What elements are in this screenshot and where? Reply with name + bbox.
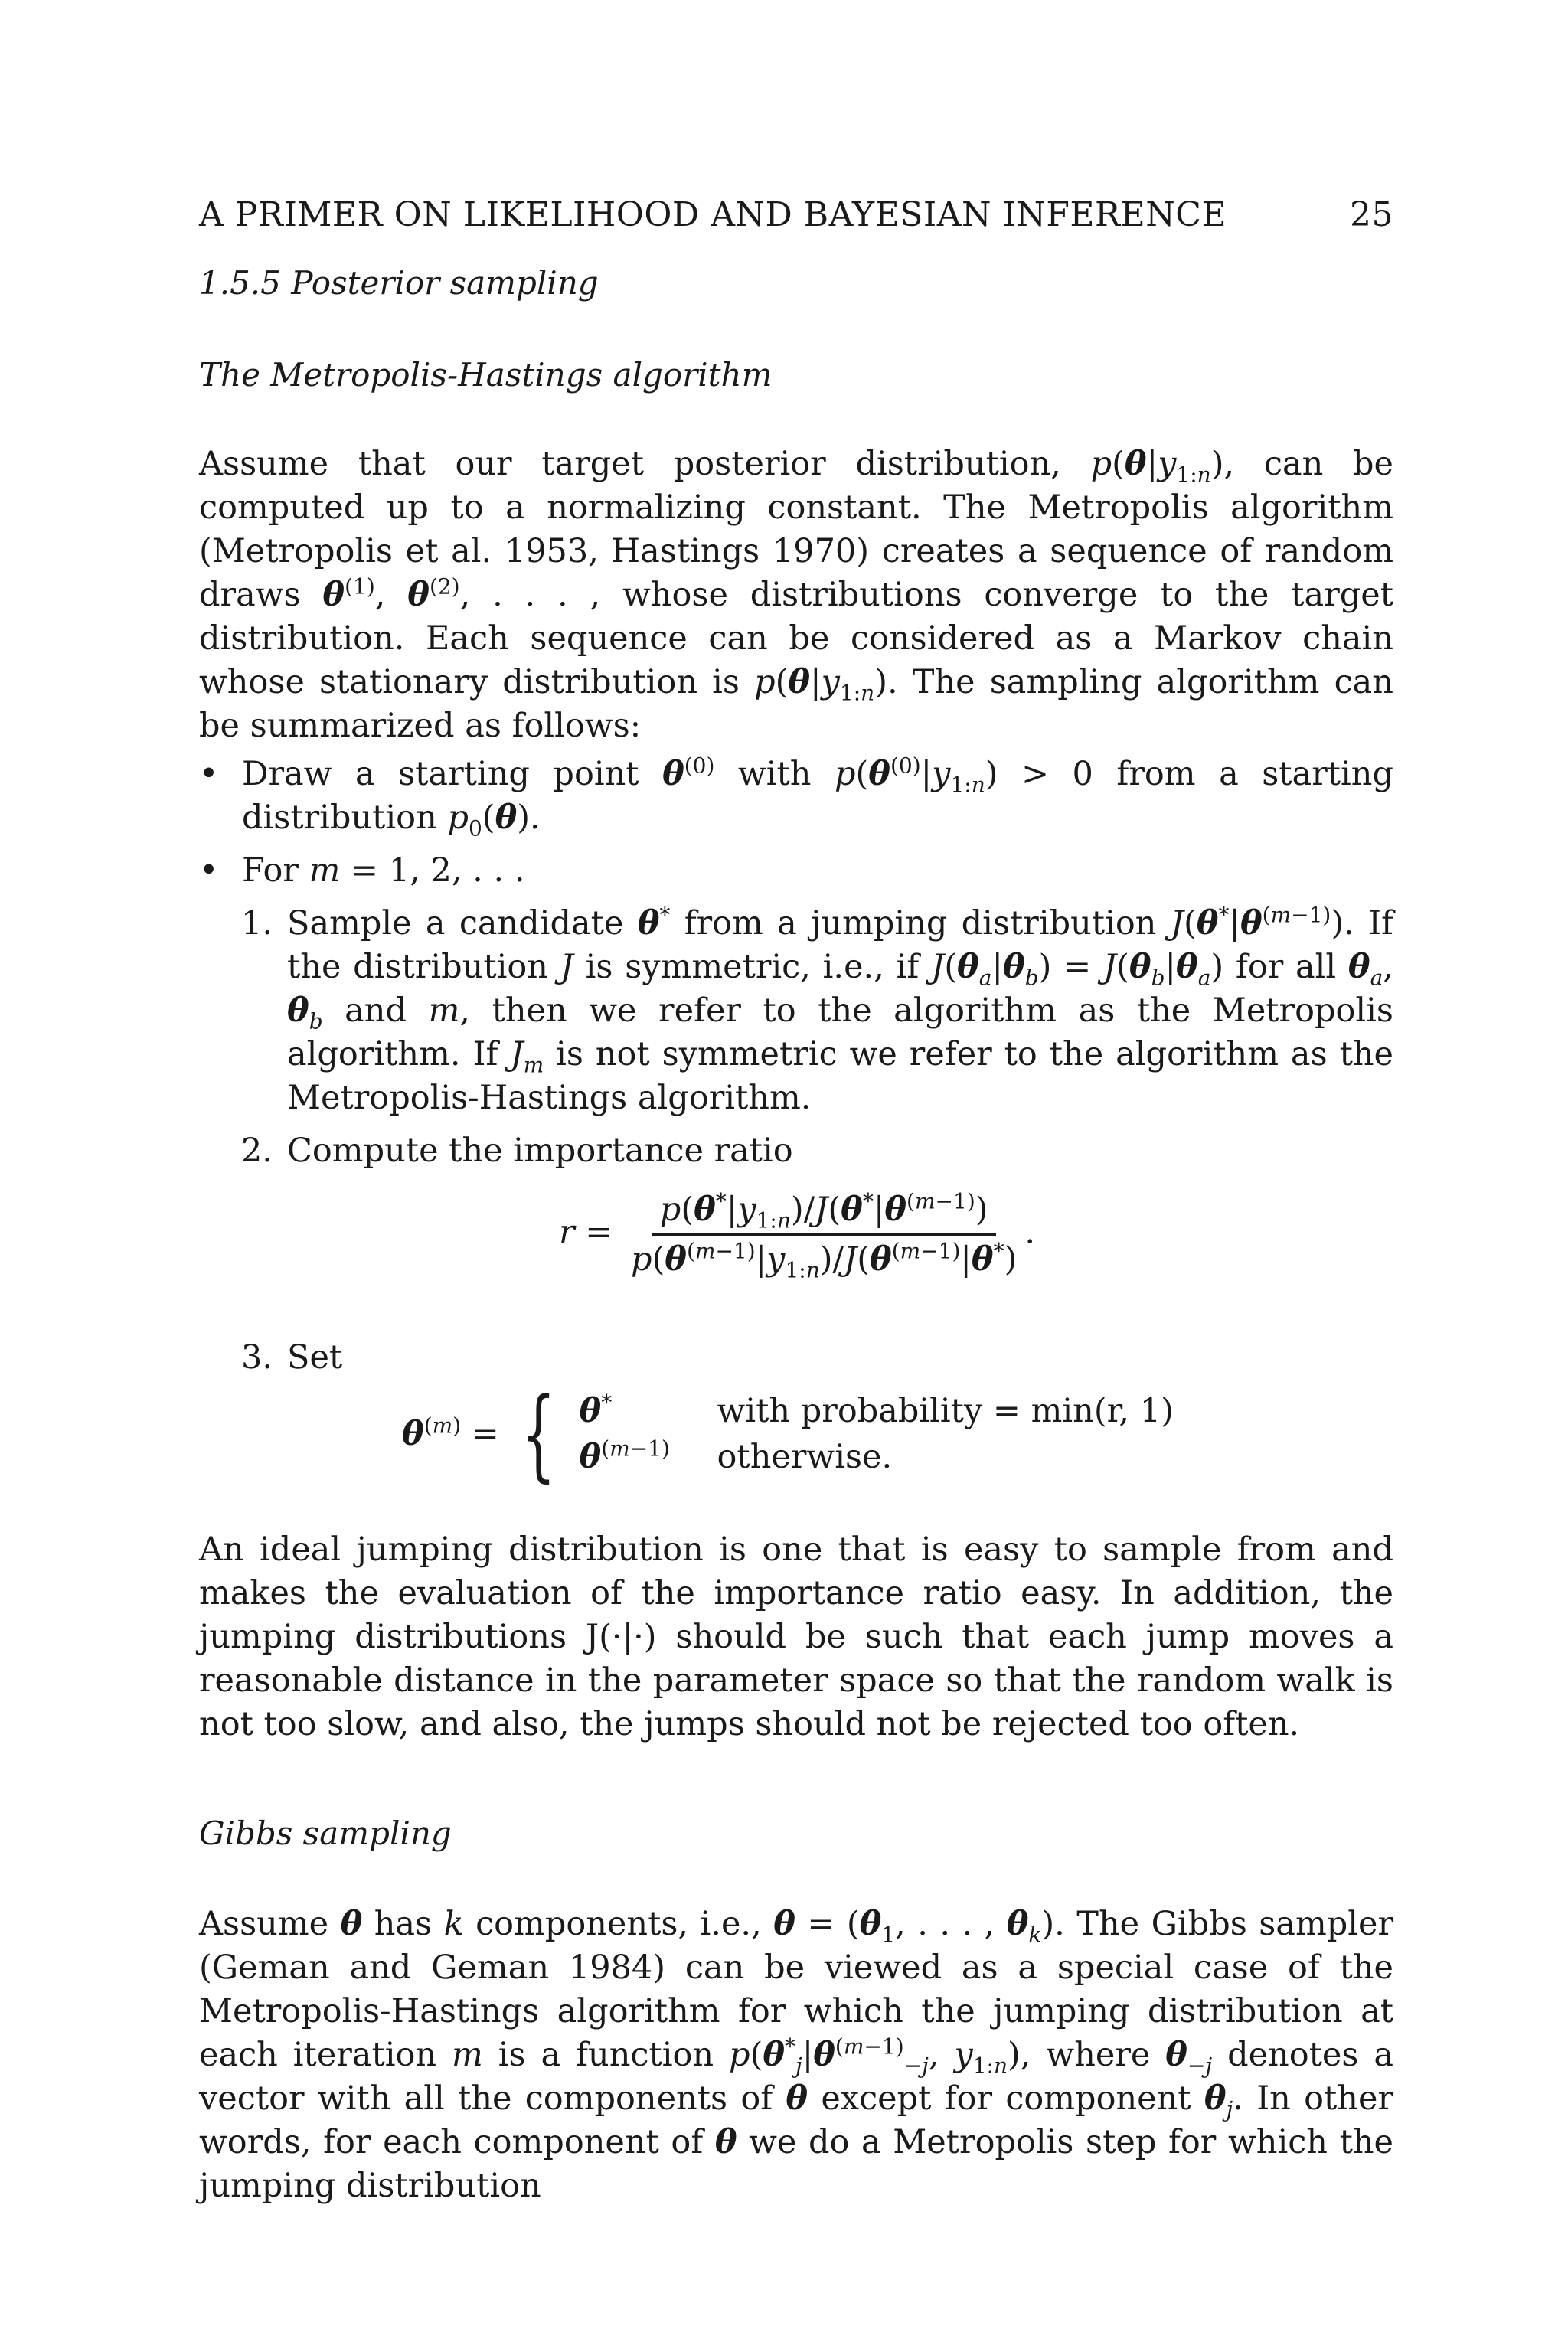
importance-ratio-equation: r = $\frac{p(\theta^*|y_{1:n})/J(\theta^*|\theta^{(m-1)})}{p(\theta^{(m-1)}|y_{1:n})/J(\theta^{(m-1)}|\theta^*)}$ . bbox=[559, 1188, 1036, 1283]
paragraph-jumping: An ideal jumping distribution is one that is easy to sample from and makes the evaluation of the importance ratio easy. In addition, the jumping distributions J(·|·) should be such that each jump moves a reasonable distance in the parameter space so that the random walk is not too slow, and also, the jumps should not be rejected too often. bbox=[199, 1530, 1393, 1743]
subsection-heading-gibbs: Gibbs sampling bbox=[199, 1815, 452, 1852]
subsection-heading-mh: The Metropolis-Hastings algorithm bbox=[199, 356, 773, 394]
paragraph-gibbs: Assume θ has k components, i.e., $\theta = (\theta_1$, . . . , $\theta_k$). The Gibbs sampler (Geman and Geman 1984) can be viewed as a special case of the Metropolis-Hastings algorithm for which the jumping distribution at each iteration m is a function $p(\theta^*_j|\theta^{(m-1)}_{-j}$, $y_{1:n}$), where $\theta_{-j}$ denotes a vector with all the components of θ except for component $\theta_j$. In other words, for each component of θ we do a Metropolis step for which the jumping distribution bbox=[199, 1905, 1394, 2205]
step-3: 3. Set bbox=[241, 1338, 343, 1377]
running-header bbox=[199, 195, 1393, 234]
list-item: • Draw a starting point $\theta^{(0)}$ with $p(\theta^{(0)}|y_{1:n}) > 0$ from a starting distribution $p_0(\theta)$. bbox=[199, 753, 1393, 841]
running-title: A PRIMER ON LIKELIHOOD AND BAYESIAN INFERENCE bbox=[199, 195, 1227, 234]
set-theta-equation: $\theta^{(m)}$ = { θ* with probability = min(r, 1) $\theta^{(m-1)}$ otherwise. bbox=[402, 1376, 1174, 1492]
step-2: 2. Compute the importance ratio bbox=[241, 1132, 793, 1170]
fraction: $\frac{p(\theta^*|y_{1:n})/J(\theta^*|\theta^{(m-1)})}{p(\theta^{(m-1)}|y_{1:n})/J(\theta^{(m-1)}|\theta^*)}$ bbox=[630, 1188, 1018, 1283]
section-heading: 1.5.5 Posterior sampling bbox=[199, 264, 599, 302]
algorithm-list bbox=[199, 753, 1393, 1173]
page-number: 25 bbox=[1350, 195, 1393, 234]
paragraph-intro: Assume that our target posterior distribution, $p(\theta|y_{1:n})$, can be computed up to a normalizing constant. The Metropolis algorithm (Metropolis et al. 1953, Hastings 1970) creates a sequence of random draws $\theta^{(1)}$, $\theta^{(2)}$, . . . , whose distributions converge to the target distribution. Each sequence can be considered as a Markov chain whose stationary distribution is $p(\theta|y_{1:n})$. The sampling algorithm can be summarized as follows: bbox=[199, 445, 1393, 745]
page bbox=[199, 0, 1393, 2352]
list-item: • For m = 1, 2, . . . bbox=[199, 851, 525, 890]
step-1: 1. Sample a candidate θ* from a jumping distribution $J(\theta^*|\theta^{(m-1)})$. If the distribution J is symmetric, i.e., if $J(\theta_a|\theta_b) = J(\theta_b|\theta_a)$ for all $\theta_a$, $\theta_b$ and m, then we refer to the algorithm as the Metropolis algorithm. If $J_m$ is not symmetric we refer to the algorithm as the Metropolis-Hastings algorithm. bbox=[241, 902, 1393, 1117]
